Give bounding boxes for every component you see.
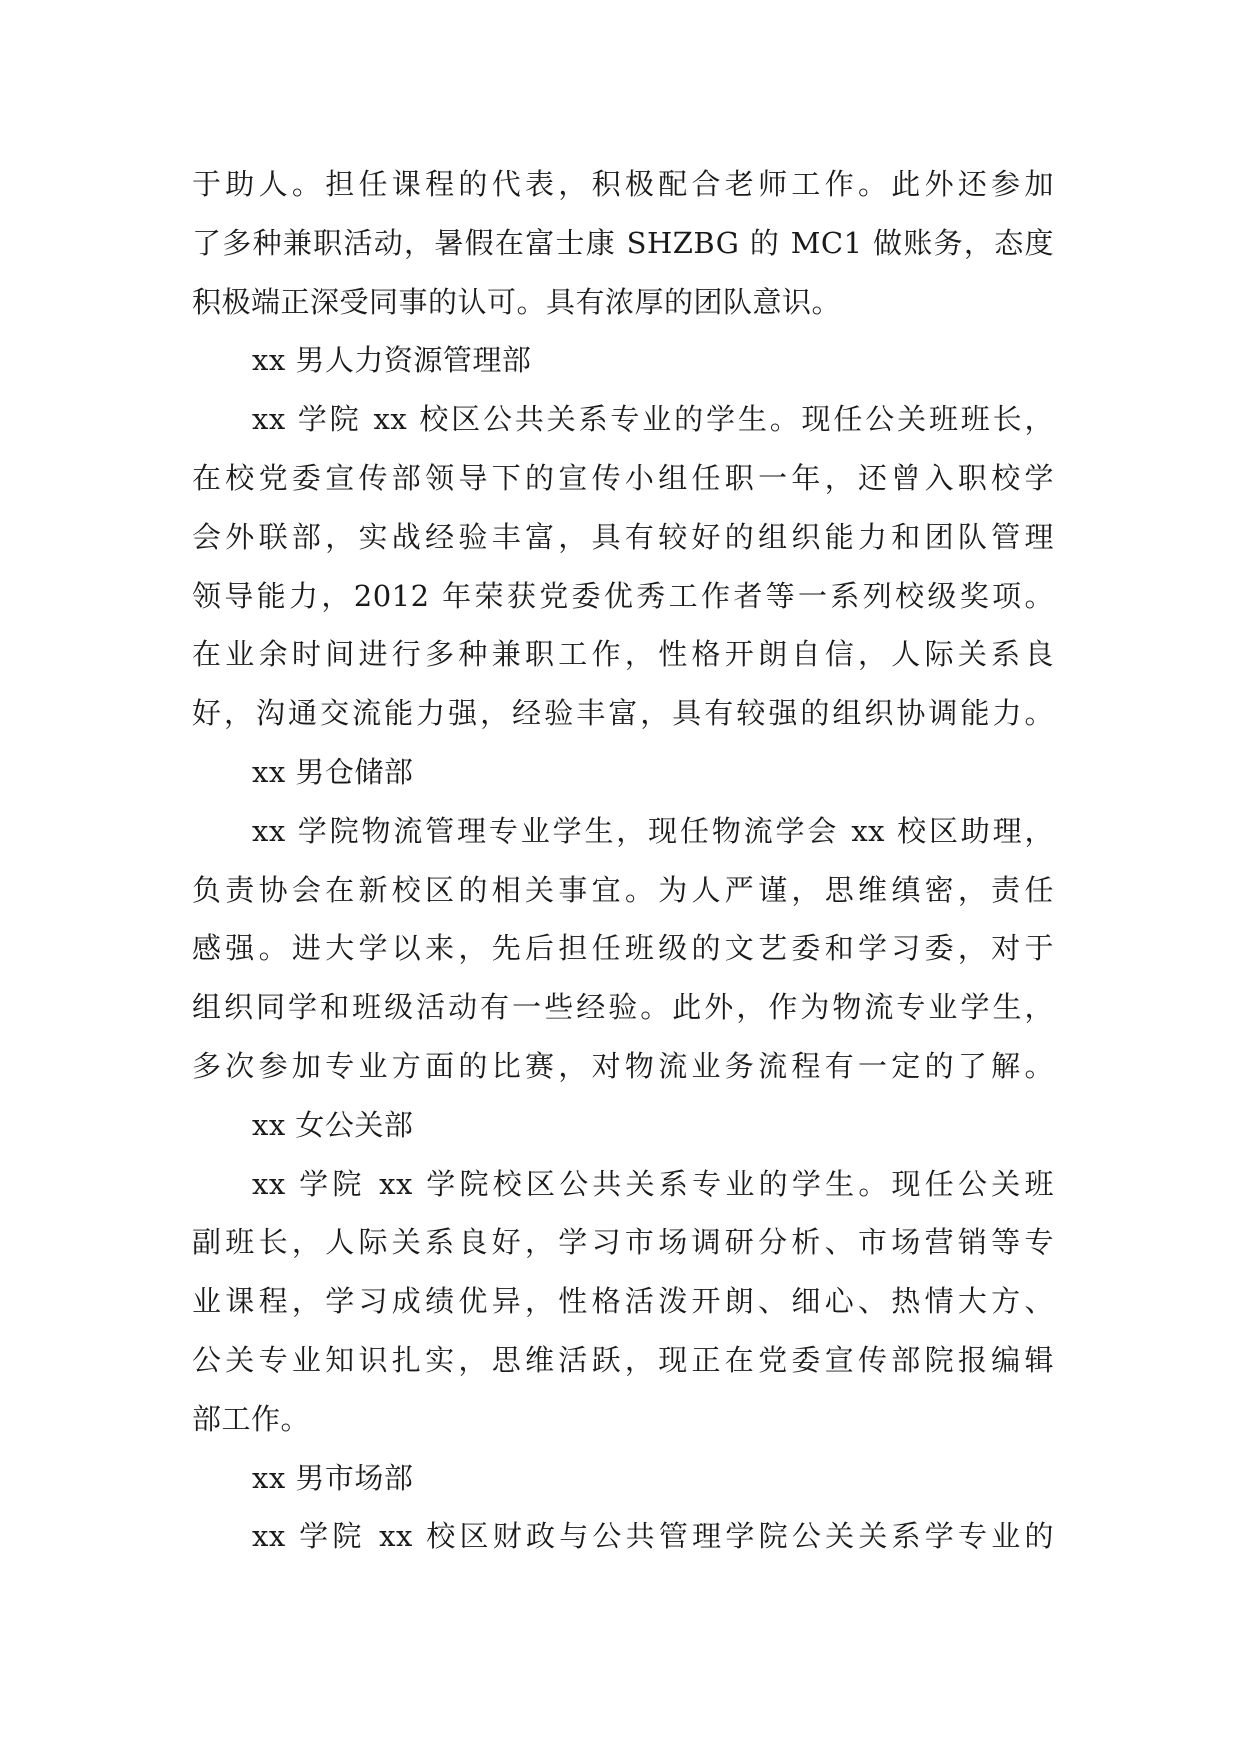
text-line: 感强。进大学以来，先后担任班级的文艺委和学习委，对于 [192, 931, 1054, 966]
text-line: 于助人。担任课程的代表，积极配合老师工作。此外还参加 [192, 167, 1054, 201]
text-line: 副班长，人际关系良好，学习市场调研分析、市场营销等专 [192, 1225, 1054, 1260]
text-line: 部工作。 [192, 1401, 311, 1436]
text-line: 会外联部，实战经验丰富，具有较好的组织能力和团队管理 [192, 519, 1054, 554]
text-line: 了多种兼职活动，暑假在富士康 SHZBG 的 MC1 做账务，态度 [192, 225, 1054, 260]
paragraph-first-line: xx 学院物流管理专业学生，现任物流学会 xx 校区助理， [252, 813, 1054, 848]
document-body [192, 155, 1054, 1566]
text-line: 多次参加专业方面的比赛，对物流业务流程有一定的了解。 [192, 1048, 1054, 1083]
text-line: 在业余时间进行多种兼职工作，性格开朗自信，人际关系良 [192, 637, 1054, 672]
text-line: 组织同学和班级活动有一些经验。此外，作为物流专业学生， [192, 990, 1054, 1025]
paragraph-first-line: xx 女公关部 [252, 1107, 414, 1142]
text-line: 积极端正深受同事的认可。具有浓厚的团队意识。 [192, 284, 842, 319]
text-line: 业课程，学习成绩优异，性格活泼开朗、细心、热情大方、 [192, 1284, 1054, 1319]
text-line: 领导能力，2012 年荣获党委优秀工作者等一系列校级奖项。 [192, 578, 1054, 613]
text-line: 在校党委宣传部领导下的宣传小组任职一年，还曾入职校学 [192, 460, 1054, 495]
paragraph-first-line: xx 学院 xx 学院校区公共关系专业的学生。现任公关班 [252, 1166, 1054, 1201]
paragraph-first-line: xx 学院 xx 校区财政与公共管理学院公关关系学专业的 [252, 1519, 1054, 1554]
text-line: 公关专业知识扎实，思维活跃，现正在党委宣传部院报编辑 [192, 1342, 1054, 1377]
paragraph-first-line: xx 学院 xx 校区公共关系专业的学生。现任公关班班长， [252, 402, 1054, 437]
paragraph-first-line: xx 男人力资源管理部 [252, 343, 532, 378]
text-line: 负责协会在新校区的相关事宜。为人严谨，思维缜密，责任 [192, 872, 1054, 907]
text-line: 好，沟通交流能力强，经验丰富，具有较强的组织协调能力。 [192, 696, 1054, 731]
paragraph-first-line: xx 男市场部 [252, 1460, 414, 1495]
paragraph-first-line: xx 男仓储部 [252, 754, 414, 789]
